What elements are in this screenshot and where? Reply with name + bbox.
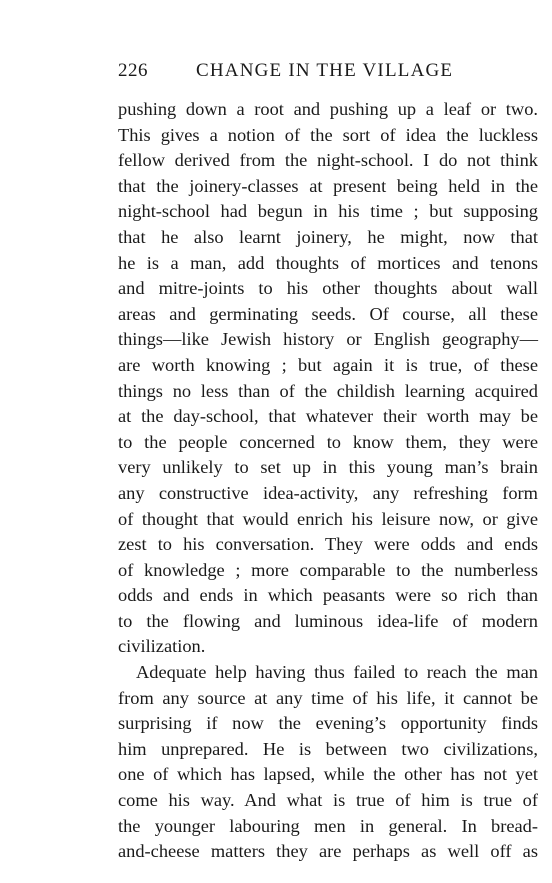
- paragraph-start-line: Adequate help having thus failed to reach the man: [136, 662, 538, 683]
- text-line: of thought that would enrich his leisure now, or give: [118, 508, 538, 529]
- text-line: him unprepared. He is between two civilizations,: [118, 738, 538, 759]
- text-line: the younger labouring men in general. In bread-: [118, 815, 538, 836]
- text-line: things—like Jewish history or English geography—: [118, 329, 538, 350]
- text-line: fellow derived from the night-school. I do not think: [118, 150, 538, 171]
- text-line: he is a man, add thoughts of mortices and tenons: [118, 252, 538, 273]
- body-text: [118, 97, 538, 865]
- text-line: odds and ends in which peasants were so rich than: [118, 585, 538, 606]
- page-header: [118, 60, 538, 88]
- text-line: to the flowing and luminous idea-life of modern: [118, 610, 538, 631]
- running-title: CHANGE IN THE VILLAGE: [196, 60, 454, 81]
- text-line: any constructive idea-activity, any refreshing form: [118, 482, 538, 503]
- text-line: surprising if now the evening’s opportunity finds: [118, 713, 538, 734]
- page-number: 226: [118, 60, 148, 81]
- text-line: pushing down a root and pushing up a leaf or two.: [118, 99, 538, 119]
- text-line: are worth knowing ; but again it is true, of these: [118, 354, 538, 375]
- text-line: and-cheese matters they are perhaps as well off as: [118, 841, 538, 862]
- text-line: to the people concerned to know them, they were: [118, 431, 538, 452]
- text-line: that the joinery-classes at present being held in the: [118, 175, 538, 196]
- text-line: areas and germinating seeds. Of course, all these: [118, 303, 538, 324]
- text-line: one of which has lapsed, while the other has not yet: [118, 764, 538, 785]
- text-line: of knowledge ; more comparable to the numberless: [118, 559, 538, 580]
- text-line: from any source at any time of his life, it cannot be: [118, 687, 538, 708]
- text-line: zest to his conversation. They were odds and ends: [118, 534, 538, 555]
- text-line: and mitre-joints to his other thoughts about wall: [118, 278, 538, 299]
- text-line: that he also learnt joinery, he might, now that: [118, 226, 538, 247]
- text-line: things no less than of the childish learning acquired: [118, 380, 538, 401]
- text-line: at the day-school, that whatever their worth may be: [118, 406, 538, 427]
- text-line: come his way. And what is true of him is true of: [118, 790, 538, 811]
- paragraph-end-line: civilization.: [118, 636, 206, 657]
- text-line: This gives a notion of the sort of idea the luckless: [118, 124, 538, 145]
- text-line: very unlikely to set up in this young man’s brain: [118, 457, 538, 478]
- text-line: night-school had begun in his time ; but supposing: [118, 201, 538, 222]
